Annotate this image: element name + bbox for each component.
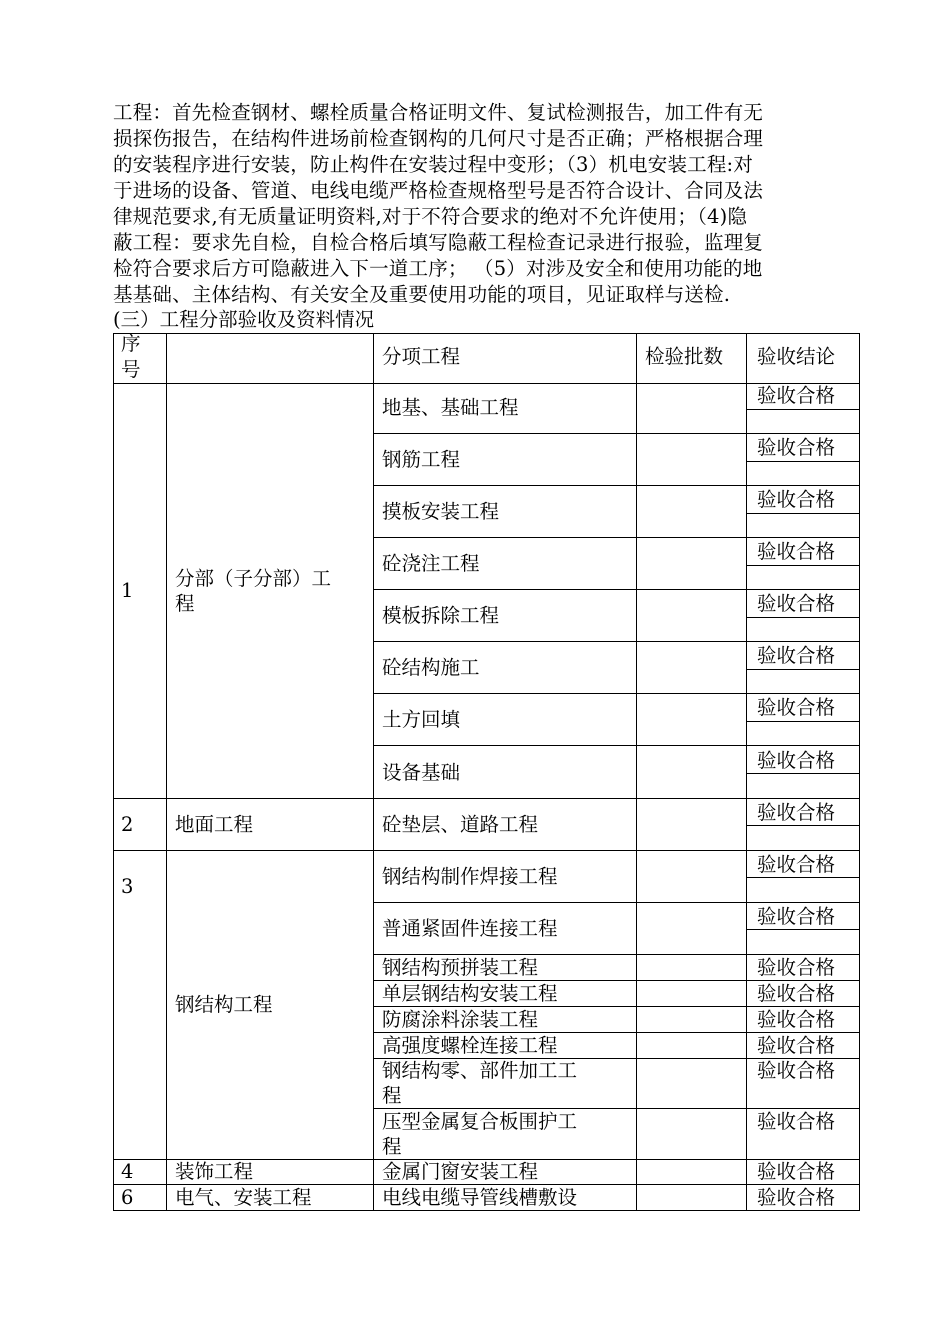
group-name: 电气、安装工程 (175, 1186, 312, 1209)
conclusion-cell: 验收合格 (757, 853, 836, 876)
table-rule (373, 954, 860, 955)
table-rule (373, 745, 860, 746)
sub-item: 钢结构预拼装工程 (382, 956, 539, 979)
conclusion-cell: 验收合格 (757, 1160, 836, 1183)
sub-item: 土方回填 (382, 708, 461, 731)
table-rule (859, 333, 860, 1211)
paragraph-line: 工程：首先检查钢材、螺栓质量合格证明文件、复试检测报告，加工件有无 (113, 101, 764, 124)
conclusion-cell: 验收合格 (757, 1186, 836, 1209)
table-rule (746, 669, 860, 670)
paragraph-line: 于进场的设备、管道、电线电缆严格检查规格型号是否符合设计、合同及法 (113, 179, 764, 202)
table-rule (373, 1108, 860, 1109)
paragraph-line: 基基础、主体结构、有关安全及重要使用功能的项目，见证取样与送检. (113, 283, 731, 306)
table-rule (746, 513, 860, 514)
sub-item: 电线电缆导管线槽敷设 (382, 1186, 578, 1209)
table-rule (113, 333, 860, 334)
conclusion-cell: 验收合格 (757, 592, 836, 615)
table-rule (166, 333, 167, 1211)
header-seq: 号 (121, 358, 141, 381)
conclusion-cell: 验收合格 (757, 982, 836, 1005)
conclusion-cell: 验收合格 (757, 749, 836, 772)
table-rule (746, 877, 860, 878)
group-name: 地面工程 (175, 813, 254, 836)
table-rule (373, 433, 860, 434)
group-name: 装饰工程 (175, 1160, 254, 1183)
sub-item: 压型金属复合板围护工 (382, 1110, 578, 1133)
table-rule (746, 565, 860, 566)
table-rule (113, 1210, 860, 1211)
table-rule (373, 641, 860, 642)
conclusion-cell: 验收合格 (757, 801, 836, 824)
sub-item: 砼结构施工 (382, 656, 480, 679)
sub-item: 防腐涂料涂装工程 (382, 1008, 539, 1031)
table-rule (746, 409, 860, 410)
conclusion-cell: 验收合格 (757, 1110, 836, 1133)
group-number: 4 (121, 1160, 134, 1183)
table-rule (113, 798, 860, 799)
conclusion-cell: 验收合格 (757, 1008, 836, 1031)
group-number: 2 (121, 813, 134, 836)
group-number: 6 (121, 1186, 134, 1209)
sub-item: 地基、基础工程 (382, 396, 519, 419)
table-rule (746, 617, 860, 618)
table-rule (746, 929, 860, 930)
paragraph-line: 律规范要求,有无质量证明资料,对于不符合要求的绝对不允许使用；（4)隐 (113, 205, 748, 228)
conclusion-cell: 验收合格 (757, 1059, 836, 1082)
sub-item: 程 (382, 1084, 402, 1107)
group-name: 程 (175, 592, 195, 615)
sub-item: 普通紧固件连接工程 (382, 917, 558, 940)
group-name: 钢结构工程 (175, 993, 273, 1016)
sub-item: 钢筋工程 (382, 448, 461, 471)
section-title: (三）工程分部验收及资料情况 (113, 308, 375, 331)
sub-item: 金属门窗安装工程 (382, 1160, 539, 1183)
sub-item: 程 (382, 1135, 402, 1158)
group-number: 3 (121, 875, 134, 898)
conclusion-cell: 验收合格 (757, 540, 836, 563)
table-rule (113, 333, 114, 1211)
table-rule (746, 461, 860, 462)
table-rule (746, 721, 860, 722)
conclusion-cell: 验收合格 (757, 436, 836, 459)
table-rule (373, 980, 860, 981)
paragraph-line: 检符合要求后方可隐蔽进入下一道工序； （5）对涉及安全和使用功能的地 (113, 257, 763, 280)
sub-item: 设备基础 (382, 761, 461, 784)
conclusion-cell: 验收合格 (757, 488, 836, 511)
conclusion-cell: 验收合格 (757, 644, 836, 667)
table-rule (746, 825, 860, 826)
table-rule (373, 1006, 860, 1007)
table-rule (373, 485, 860, 486)
table-rule (373, 589, 860, 590)
table-rule (373, 333, 374, 1211)
sub-item: 高强度螺栓连接工程 (382, 1034, 558, 1057)
conclusion-cell: 验收合格 (757, 1034, 836, 1057)
sub-item: 模板拆除工程 (382, 604, 500, 627)
table-rule (746, 333, 747, 1211)
paragraph-line: 蔽工程：要求先自检，自检合格后填写隐蔽工程检查记录进行报验，监理复 (113, 231, 764, 254)
table-rule (746, 773, 860, 774)
table-rule (636, 333, 637, 1211)
group-name: 分部（子分部）工 (175, 567, 332, 590)
body-paragraph (113, 100, 858, 308)
table-rule (113, 1184, 860, 1185)
table-rule (373, 693, 860, 694)
conclusion-cell: 验收合格 (757, 384, 836, 407)
sub-item: 摸板安装工程 (382, 500, 500, 523)
sub-item: 单层钢结构安装工程 (382, 982, 558, 1005)
sub-item: 钢结构制作焊接工程 (382, 865, 558, 888)
header-batch-count: 检验批数 (645, 345, 724, 368)
conclusion-cell: 验收合格 (757, 956, 836, 979)
conclusion-cell: 验收合格 (757, 905, 836, 928)
paragraph-line: 的安装程序进行安装，防止构件在安装过程中变形；（3）机电安装工程:对 (113, 153, 754, 176)
sub-item: 钢结构零、部件加工工 (382, 1059, 578, 1082)
header-seq: 序 (121, 332, 141, 355)
table-rule (373, 1032, 860, 1033)
conclusion-cell: 验收合格 (757, 696, 836, 719)
sub-item: 砼浇注工程 (382, 552, 480, 575)
table-rule (113, 383, 860, 384)
sub-item: 砼垫层、道路工程 (382, 813, 539, 836)
table-rule (113, 850, 860, 851)
paragraph-line: 损探伤报告，在结构件进场前检查钢构的几何尺寸是否正确；严格根据合理 (113, 127, 764, 150)
group-number: 1 (121, 579, 134, 602)
table-rule (373, 537, 860, 538)
header-conclusion: 验收结论 (757, 345, 836, 368)
header-sub-item: 分项工程 (382, 345, 461, 368)
table-rule (373, 902, 860, 903)
